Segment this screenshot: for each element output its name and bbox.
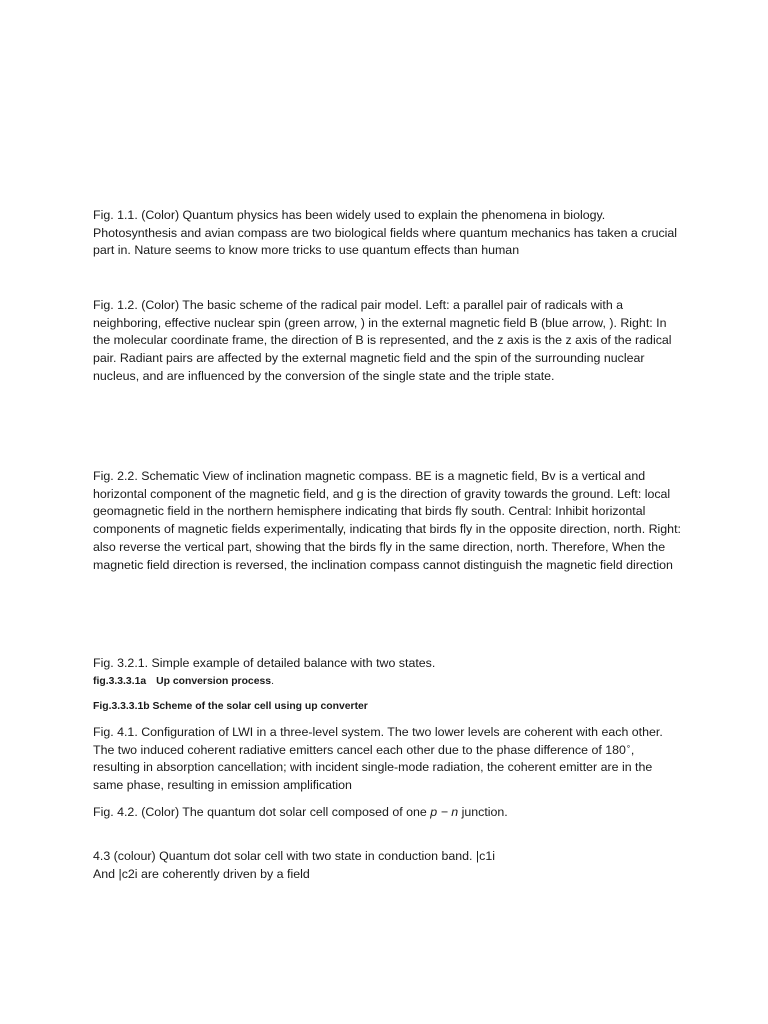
caption-fig-4-2 (93, 804, 683, 822)
caption-fig-3-3-3-1b: Fig.3.3.3.1b Scheme of the solar cell using up converter (93, 701, 368, 712)
caption-fig-4-1 (93, 724, 683, 795)
caption-fig-3-3-3-1a-text: Up conversion process (156, 676, 272, 687)
caption-fig-3-2-1: Fig. 3.2.1. Simple example of detailed balance with two states. (93, 656, 436, 670)
caption-fig-3-3-3-1a: fig.3.3.3.1a Up conversion process. (93, 676, 274, 687)
caption-fig-4-1-part1: Fig. 4.1. Configuration of LWI in a three-level system. The two lower levels are coherent with each other. The two induced coherent radiative emitters cancel each other due to the phase difference of 180 (93, 725, 663, 757)
pn-junction-math: p − n (430, 805, 459, 819)
caption-fig-3-3-3-1a-label: fig.3.3.3.1a (93, 676, 147, 687)
caption-fig-4-1-part2: , resulting in absorption cancellation; with incident single-mode radiation, the coherent emitter are in the same phase, resulting in emission amplification (93, 742, 653, 793)
caption-fig-4-3 (93, 848, 683, 883)
caption-fig-4-2-part1: Fig. 4.2. (Color) The quantum dot solar cell composed of one (93, 805, 431, 819)
caption-fig-4-3-line2: And |c2i are coherently driven by a field (93, 866, 310, 881)
caption-fig-4-3-line1: 4.3 (colour) Quantum dot solar cell with two state in conduction band. |c1i (93, 849, 495, 863)
degree-symbol: ∘ (625, 741, 631, 751)
caption-fig-1-1: Fig. 1.1. (Color) Quantum physics has been widely used to explain the phenomena in biology. Photosynthesis and avian compass are two biological fields where quantum mechanics has taken a crucial part in. Nature seems to know more tricks to use quantum effects than human (93, 208, 678, 258)
caption-fig-1-2: Fig. 1.2. (Color) The basic scheme of the radical pair model. Left: a parallel pair of radicals with a neighboring, effective nuclear spin (green arrow, ) in the external magnetic field B (blue arrow, ). Right: In the molecular coordinate frame, the direction of B is represented, and the z axis is the z axis of the radical pair. Radiant pairs are affected by the external magnetic field and the spin of the surrounding nuclear nucleus, and are influenced by the conversion of the single state and the triple state. (93, 298, 672, 383)
caption-fig-2-2: Fig. 2.2. Schematic View of inclination magnetic compass. BE is a magnetic field, Bv is a vertical and horizontal component of the magnetic field, and g is the direction of gravity towards the ground. Left: local geomagnetic field in the northern hemisphere indicating that birds fly south. Central: Inhibit horizontal components of magnetic fields experimentally, indicating that birds fly in the opposite direction, north. Right: also reverse the vertical part, showing that the birds fly in the same direction, north. Therefore, When the magnetic field direction is reversed, the inclination compass cannot distinguish the magnetic field direction (93, 469, 681, 572)
caption-fig-4-2-part2: junction. (458, 805, 508, 819)
